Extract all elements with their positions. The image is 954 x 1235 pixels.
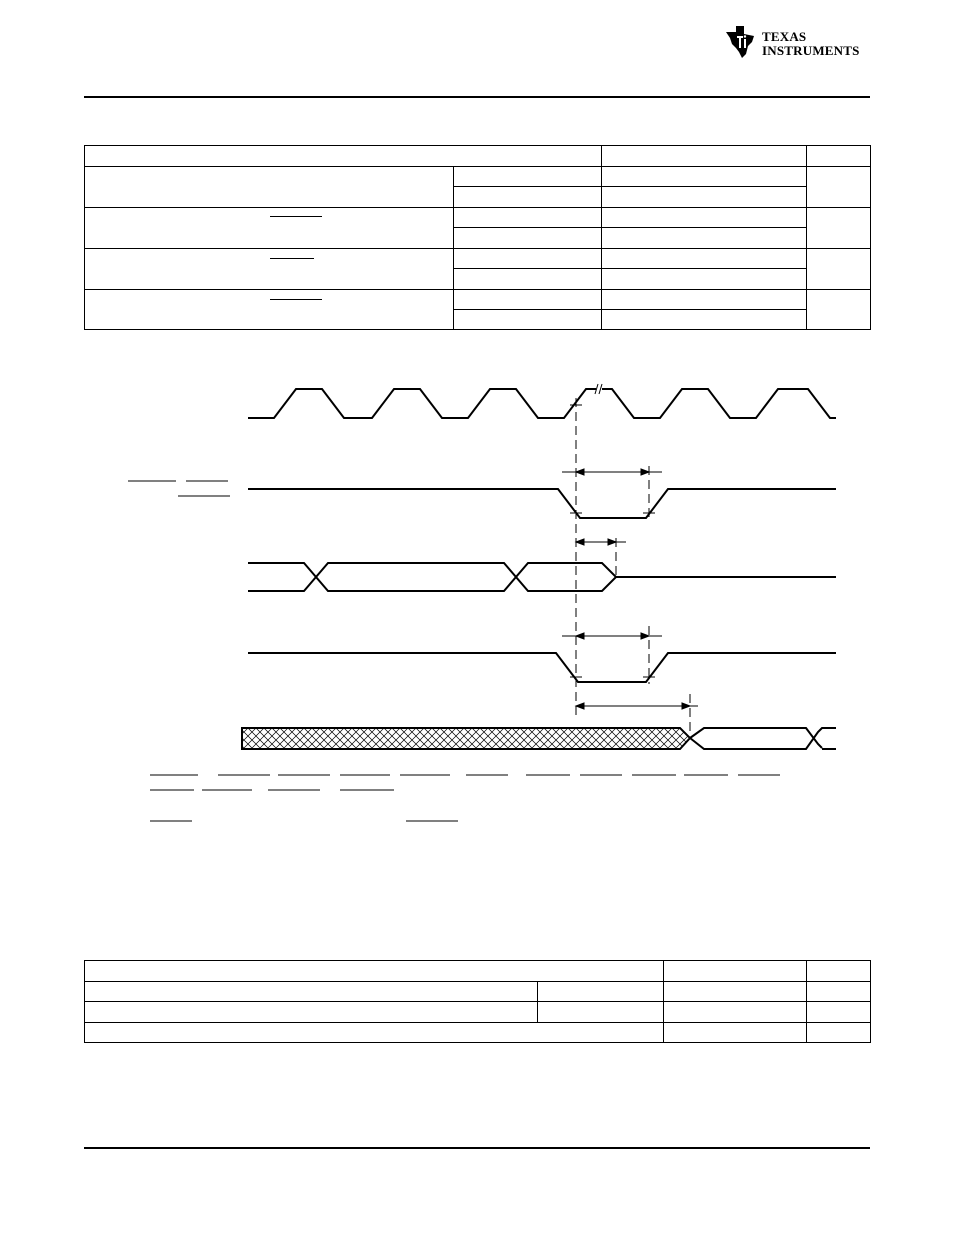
table-header-row: [85, 961, 871, 982]
table-row: [85, 1023, 871, 1043]
switching-characteristics-table: [84, 960, 871, 1043]
table-header-cell: [807, 961, 871, 982]
table-cell: [538, 1002, 664, 1023]
signal-label-overlines: [128, 481, 230, 496]
table-cell: [807, 1002, 871, 1023]
select-signal-waveform: [248, 489, 836, 518]
bus-waveform: [248, 563, 836, 591]
table-cell: [664, 982, 807, 1002]
table-header-cell: [85, 961, 664, 982]
table-cell: [664, 1002, 807, 1023]
table-cell: [807, 1023, 871, 1043]
output-waveform: [242, 728, 836, 749]
clock-waveform: [248, 389, 836, 418]
table-cell: [85, 1023, 664, 1043]
clock-break-mark: [595, 384, 602, 394]
table-row: [85, 1002, 871, 1023]
note-overlines: [150, 775, 780, 821]
table-row: [85, 982, 871, 1002]
logo-line-instruments: INSTRUMENTS: [762, 43, 860, 58]
table-cell: [807, 982, 871, 1002]
footer-rule: [84, 1147, 870, 1149]
logo-line-texas: TEXAS: [762, 29, 807, 44]
table-cell: [85, 982, 538, 1002]
table-cell: [85, 1002, 538, 1023]
table-cell: [538, 982, 664, 1002]
table-cell: [664, 1023, 807, 1043]
reference-dashed-lines: [576, 398, 690, 736]
timing-dimension-arrows: [562, 469, 698, 709]
enable-signal-waveform: [248, 653, 836, 682]
table-header-cell: [664, 961, 807, 982]
